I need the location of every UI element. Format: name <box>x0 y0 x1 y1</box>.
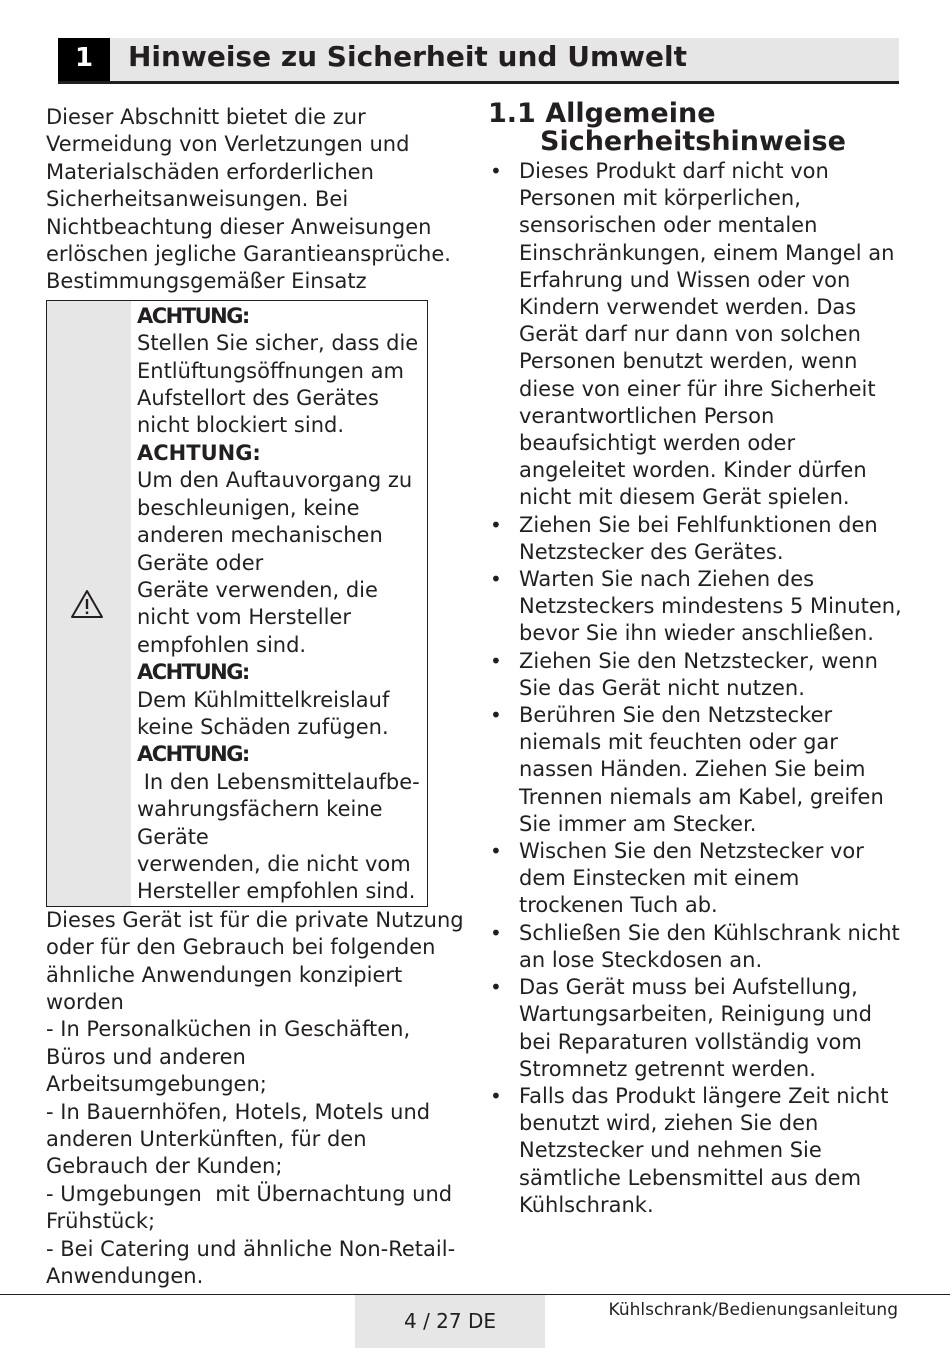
intro-paragraph: Dieser Abschnitt bietet die zur Vermeidung von Verletzungen und Materialschäden erforderlichen Sicherheitsanweisungen. Bei Nichtbeachtung dieser Anweisungen erlöschen jegliche Garantieansprüche. Bestimmungsgemäßer Einsatz <box>46 105 451 294</box>
right-column <box>488 100 908 1219</box>
usage-item: - Umgebungen mit Übernachtung und Frühstück; <box>46 1181 459 1234</box>
section-title: Hinweise zu Sicherheit und Umwelt <box>128 40 687 73</box>
list-item-text: Das Gerät muss bei Aufstellung, Wartungsarbeiten, Reinigung und bei Reparaturen vollständig vom Stromnetz getrennt werden. <box>519 975 872 1081</box>
list-item <box>488 512 908 566</box>
warning-label: ACHTUNG: <box>137 440 261 465</box>
bullet-icon: • <box>490 920 502 945</box>
subsection-title <box>488 100 908 156</box>
warning-text <box>131 301 427 906</box>
bullet-icon: • <box>490 648 502 673</box>
list-item <box>488 566 908 648</box>
list-item-text: Schließen Sie den Kühlschrank nicht an lose Steckdosen an. <box>519 920 900 972</box>
bullet-icon: • <box>490 839 502 864</box>
bullet-icon: • <box>490 703 502 728</box>
bullet-icon: • <box>490 1083 502 1108</box>
warning-box <box>46 300 428 907</box>
list-item <box>488 920 908 974</box>
subsection-title-line: 1.1 Allgemeine <box>488 98 716 129</box>
warning-label: ACHTUNG: <box>137 303 249 328</box>
list-item-text: Ziehen Sie den Netzstecker, wenn Sie das Gerät nicht nutzen. <box>519 648 878 700</box>
left-column <box>46 104 466 1290</box>
bullet-icon: • <box>490 512 502 537</box>
list-item <box>488 1083 908 1219</box>
warning-sidebar <box>47 301 131 906</box>
warning-message: Stellen Sie sicher, dass die Entlüftungsöffnungen am Aufstellort des Gerätes nicht blockiert sind. <box>137 331 419 438</box>
list-item <box>488 702 908 838</box>
list-item <box>488 158 908 512</box>
warning-message: Dem Kühlmittelkreislauf keine Schäden zufügen. <box>137 687 390 739</box>
subsection-title-line: Sicherheitshinweise <box>540 126 846 157</box>
bullet-icon: • <box>490 567 502 592</box>
list-item-text: Ziehen Sie bei Fehlfunktionen den Netzstecker des Gerätes. <box>519 512 878 564</box>
list-item-text: Falls das Produkt längere Zeit nicht benutzt wird, ziehen Sie den Netzstecker und nehmen Sie sämtliche Lebensmittel aus dem Kühlschrank. <box>519 1083 889 1217</box>
document-title: Kühlschrank/Bedienungsanleitung <box>608 1300 898 1320</box>
list-item <box>488 838 908 920</box>
usage-item: - In Personalküchen in Geschäften, Büros und anderen Arbeitsumgebungen; <box>46 1017 411 1097</box>
page-number: 4 / 27 DE <box>355 1295 545 1348</box>
warning-triangle-icon <box>70 589 104 619</box>
bullet-icon: • <box>490 159 502 183</box>
warning-message: Geräte verwenden, die nicht vom Hersteller empfohlen sind. <box>137 577 378 657</box>
warning-label: ACHTUNG: <box>137 660 249 685</box>
usage-intro: Dieses Gerät ist für die private Nutzung oder für den Gebrauch bei folgenden ähnliche Anwendungen konzipiert worden <box>46 907 464 1014</box>
list-item <box>488 974 908 1083</box>
safety-list <box>488 158 908 1219</box>
usage-item: - In Bauernhöfen, Hotels, Motels und anderen Unterkünften, für den Gebrauch der Kunden; <box>46 1099 431 1179</box>
usage-item: - Bei Catering und ähnliche Non-Retail-Anwendungen. <box>46 1236 456 1289</box>
list-item-text: Warten Sie nach Ziehen des Netzsteckers mindestens 5 Minuten, bevor Sie ihn wieder anschließen. <box>519 567 902 646</box>
warning-message: In den Lebensmittelaufbe-wahrungsfächern keine Geräte <box>137 769 420 849</box>
warning-message: verwenden, die nicht vom Hersteller empfohlen sind. <box>137 851 416 904</box>
list-item-text: Wischen Sie den Netzstecker vor dem Einstecken mit einem trockenen Tuch ab. <box>519 839 864 918</box>
warning-message: Um den Auftauvorgang zu beschleunigen, keine anderen mechanischen Geräte oder <box>137 468 413 575</box>
section-number: 1 <box>58 38 110 81</box>
warning-label: ACHTUNG: <box>137 742 249 767</box>
list-item-text: Dieses Produkt darf nicht von Personen mit körperlichen, sensorischen oder mentalen Einschränkungen, einem Mangel an Erfahrung und Wissen oder von Kindern verwendet werden. Das Gerät darf nur dann von solchen Personen benutzt werden, wenn diese von einer für ihre Sicherheit verantwortlichen Person beaufsichtigt werden oder angeleitet worden. Kinder dürfen nicht mit diesem Gerät spielen. <box>519 159 895 510</box>
list-item <box>488 648 908 702</box>
list-item-text: Berühren Sie den Netzstecker niemals mit feuchten oder gar nassen Händen. Ziehen Sie beim Trennen niemals am Kabel, greifen Sie immer am Stecker. <box>519 703 884 836</box>
bullet-icon: • <box>490 975 502 1000</box>
section-header <box>58 38 899 84</box>
